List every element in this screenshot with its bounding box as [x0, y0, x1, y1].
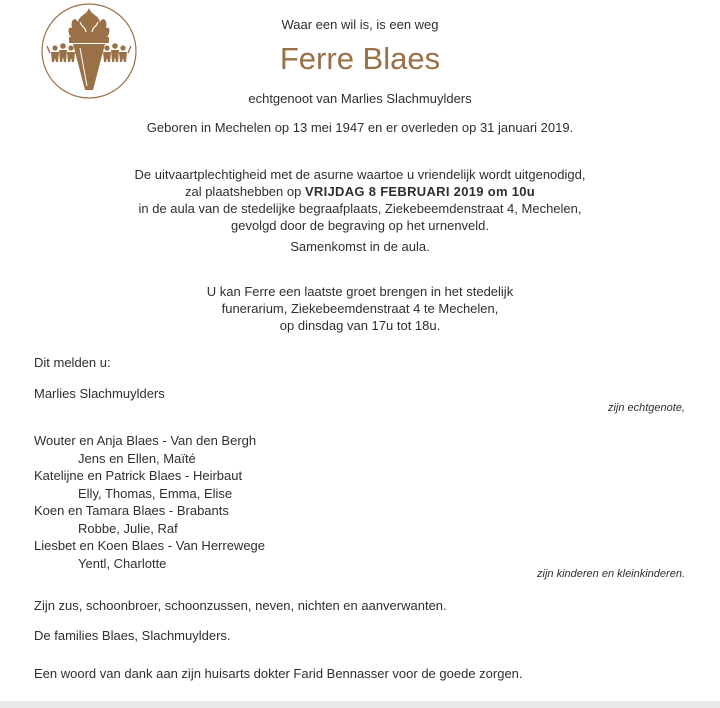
- children-role: zijn kinderen en kleinkinderen.: [537, 568, 685, 580]
- ceremony-block: [0, 166, 720, 234]
- ceremony-line-3: in de aula van de stedelijke begraafplaats, Ziekebeemdenstraat 4, Mechelen,: [138, 201, 582, 216]
- funerarium-line-3: op dinsdag van 17u tot 18u.: [279, 318, 441, 333]
- relatives-line: Zijn zus, schoonbroer, schoonzussen, neven, nichten en aanverwanten.: [34, 598, 447, 613]
- motto: Waar een wil is, is een weg: [281, 17, 439, 32]
- family-parents-3: Koen en Tamara Blaes - Brabants: [34, 503, 229, 518]
- spouse-line: echtgenoot van Marlies Slachmuylders: [248, 91, 472, 106]
- ceremony-line-2: [0, 183, 720, 200]
- bottom-divider: [0, 701, 720, 708]
- family-children-1: Jens en Ellen, Maïté: [78, 450, 196, 466]
- spouse-role: zijn echtgenote,: [607, 402, 685, 414]
- family-children-2: Elly, Thomas, Emma, Elise: [78, 485, 233, 501]
- birth-death-line: Geboren in Mechelen op 13 mei 1947 en er overleden op 31 januari 2019.: [146, 120, 574, 135]
- family-parents-2: Katelijne en Patrick Blaes - Heirbaut: [34, 468, 243, 483]
- spouse-name: Marlies Slachmuylders: [34, 386, 165, 401]
- ceremony-line-4: gevolgd door de begraving op het urnenveld.: [230, 218, 490, 233]
- family-children-4: Yentl, Charlotte: [78, 555, 167, 571]
- family-list: [34, 432, 265, 572]
- family-parents-1: Wouter en Anja Blaes - Van den Bergh: [34, 433, 257, 448]
- announcers-intro: Dit melden u:: [34, 355, 111, 370]
- ceremony-date: VRIJDAG 8 FEBRUARI 2019 om 10u: [304, 184, 536, 199]
- families-line: De families Blaes, Slachmuylders.: [34, 628, 231, 643]
- funerarium-block: [0, 283, 720, 334]
- family-children-3: Robbe, Julie, Raf: [78, 520, 178, 536]
- funerarium-line-2: funerarium, Ziekebeemdenstraat 4 te Mechelen,: [221, 301, 499, 316]
- ceremony-line-1: De uitvaartplechtigheid met de asurne waartoe u vriendelijk wordt uitgenodigd,: [134, 167, 586, 182]
- thanks-line: Een woord van dank aan zijn huisarts dokter Farid Bennasser voor de goede zorgen.: [34, 666, 523, 681]
- gathering-line: Samenkomst in de aula.: [290, 239, 430, 254]
- family-parents-4: Liesbet en Koen Blaes - Van Herrewege: [34, 538, 266, 553]
- funerarium-line-1: U kan Ferre een laatste groet brengen in het stedelijk: [206, 284, 514, 299]
- deceased-name: Ferre Blaes: [279, 41, 441, 76]
- ceremony-date-prefix: zal plaatshebben op: [184, 184, 305, 199]
